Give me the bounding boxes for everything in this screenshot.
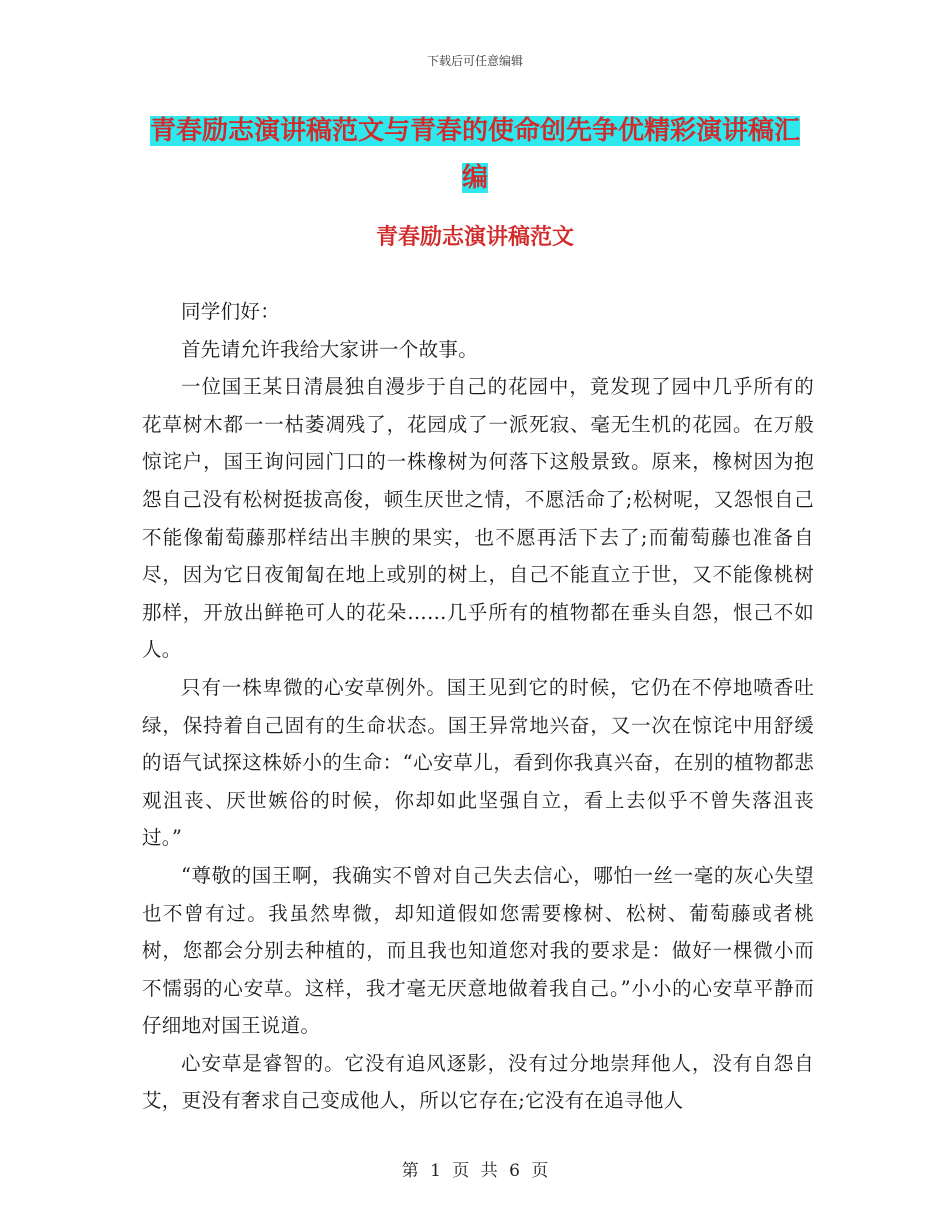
header-note: 下载后可任意编辑 [426, 54, 523, 68]
page-footer: 第 1 页 共 6 页 [401, 1161, 549, 1181]
paragraph: 心安草是睿智的。它没有追风逐影，没有过分地崇拜他人，没有自怨自艾，更没有奢求自己变成他人，所以它存在;它没有在追寻他人 [142, 1051, 814, 1113]
paragraph: 只有一株卑微的心安草例外。国王见到它的时候，它仍在不停地喷香吐绿，保持着自己固有的生命状态。国王异常地兴奋，又一次在惊诧中用舒缓的语气试探这株娇小的生命：“心安草儿，看到你我真兴奋，在别的植物都悲观沮丧、厌世嫉俗的时候，你却如此坚强自立，看上去似乎不曾失落沮丧过。” [142, 675, 814, 850]
paragraph: 首先请允许我给大家讲一个故事。 [181, 337, 479, 361]
section-title: 青春励志演讲稿范文 [375, 225, 574, 250]
document-title [140, 108, 810, 202]
document-title-text: 青春励志演讲稿范文与青春的使命创先争优精彩演讲稿汇编 [149, 116, 800, 193]
body-text [142, 293, 814, 1120]
paragraph: 一位国王某日清晨独自漫步于自己的花园中，竟发现了园中几乎所有的花草树木都一一枯萎凋残了，花园成了一派死寂、毫无生机的花园。在万般惊诧户，国王询问园门口的一株橡树为何落下这般景致。原来，橡树因为抱怨自己没有松树挺拔高俊，顿生厌世之情，不愿活命了;松树呢，又怨恨自己不能像葡萄藤那样结出丰腴的果实，也不愿再活下去了;而葡萄藤也准备自尽，因为它日夜匍匐在地上或别的树上，自己不能直立于世，又不能像桃树那样，开放出鲜艳可人的花朵……几乎所有的植物都在垂头自怨，恨己不如人。 [142, 375, 814, 662]
paragraph: “尊敬的国王啊，我确实不曾对自己失去信心，哪怕一丝一毫的灰心失望也不曾有过。我虽然卑微，却知道假如您需要橡树、松树、葡萄藤或者桃树，您都会分别去种植的，而且我也知道您对我的要求是：做好一棵微小而不懦弱的心安草。这样，我才毫无厌意地做着我自己。”小小的心安草平静而仔细地对国王说道。 [142, 863, 814, 1038]
paragraph: 同学们好： [181, 300, 281, 323]
